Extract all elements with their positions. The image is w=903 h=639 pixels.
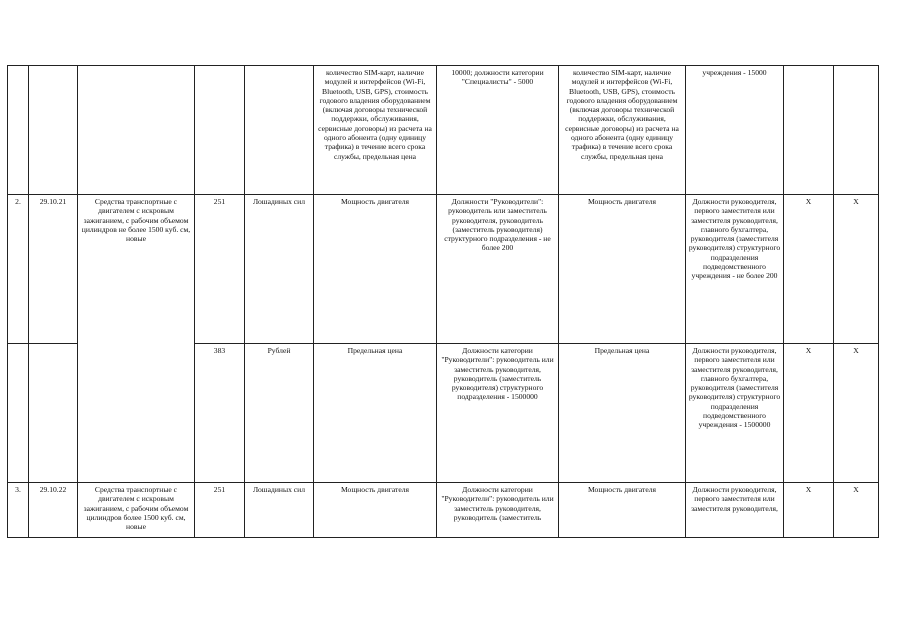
characteristic-value-cell: Должности категории "Руководители": руководитель или заместитель руководителя, руководитель (заместитель — [437, 483, 559, 538]
table-row — [8, 483, 879, 538]
okpd-code-cell-empty — [29, 344, 78, 483]
okpd-code-cell — [29, 66, 78, 195]
characteristic-cell-2: Мощность двигателя — [559, 483, 686, 538]
x-cell-1: X — [784, 344, 834, 483]
requirements-table — [7, 65, 879, 538]
table-row — [8, 195, 879, 344]
row-number-cell-empty — [8, 344, 29, 483]
x-cell-2 — [834, 66, 879, 195]
characteristic-cell: Мощность двигателя — [314, 483, 437, 538]
unit-name-cell: Рублей — [245, 344, 314, 483]
okpd-code-cell: 29.10.21 — [29, 195, 78, 344]
x-cell-1 — [784, 66, 834, 195]
characteristic-value-cell: Должности "Руководители": руководитель или заместитель руководителя, руководитель (заместитель руководителя) структурного подразделения - не более 200 — [437, 195, 559, 344]
x-cell-1: X — [784, 195, 834, 344]
characteristic-value-cell-2: Должности руководителя, первого заместителя или заместителя руководителя, главного бухгалтера, руководителя (заместителя руководителя) структурного подразделения подведомственного учреждения - не более 200 — [686, 195, 784, 344]
item-name-cell: Средства транспортные с двигателем с искровым зажиганием, с рабочим объемом цилиндров не более 1500 куб. см, новые — [78, 195, 195, 483]
characteristic-value-cell: Должности категории "Руководители": руководитель или заместитель руководителя, руководитель (заместитель руководителя) структурного подразделения - 1500000 — [437, 344, 559, 483]
x-cell-2: X — [834, 344, 879, 483]
characteristic-cell-2: Предельная цена — [559, 344, 686, 483]
row-number-cell: 3. — [8, 483, 29, 538]
characteristic-value-cell: 10000; должности категории "Специалисты" - 5000 — [437, 66, 559, 195]
x-cell-2: X — [834, 195, 879, 344]
characteristic-value-cell-2: Должности руководителя, первого заместителя или заместителя руководителя, — [686, 483, 784, 538]
characteristic-value-cell-2: учреждения - 15000 — [686, 66, 784, 195]
table-row — [8, 66, 879, 195]
okpd-code-cell: 29.10.22 — [29, 483, 78, 538]
characteristic-value-cell-2: Должности руководителя, первого заместителя или заместителя руководителя, главного бухгалтера, руководителя (заместителя руководителя) структурного подразделения подведомственного учреждения - 1500000 — [686, 344, 784, 483]
unit-code-cell: 251 — [195, 483, 245, 538]
characteristic-cell: Предельная цена — [314, 344, 437, 483]
x-cell-2: X — [834, 483, 879, 538]
unit-name-cell: Лошадиных сил — [245, 483, 314, 538]
item-name-cell: Средства транспортные с двигателем с искровым зажиганием, с рабочим объемом цилиндров более 1500 куб. см, новые — [78, 483, 195, 538]
characteristic-cell: Мощность двигателя — [314, 195, 437, 344]
unit-name-cell — [245, 66, 314, 195]
unit-code-cell: 251 — [195, 195, 245, 344]
characteristic-cell-2: количество SIM-карт, наличие модулей и интерфейсов (Wi-Fi, Bluetooth, USB, GPS), стоимость годового владения оборудованием (включая договоры технической поддержки, обслуживания, сервисные договоры) из расчета на одного абонента (одну единицу трафика) в течение всего срока службы, предельная цена — [559, 66, 686, 195]
characteristic-cell: количество SIM-карт, наличие модулей и интерфейсов (Wi-Fi, Bluetooth, USB, GPS), стоимость годового владения оборудованием (включая договоры технической поддержки, обслуживания, сервисные договоры) из расчета на одного абонента (одну единицу трафика) в течение всего срока службы, предельная цена — [314, 66, 437, 195]
row-number-cell — [8, 66, 29, 195]
unit-code-cell — [195, 66, 245, 195]
unit-code-cell: 383 — [195, 344, 245, 483]
unit-name-cell: Лошадиных сил — [245, 195, 314, 344]
row-number-cell: 2. — [8, 195, 29, 344]
item-name-cell — [78, 66, 195, 195]
characteristic-cell-2: Мощность двигателя — [559, 195, 686, 344]
x-cell-1: X — [784, 483, 834, 538]
